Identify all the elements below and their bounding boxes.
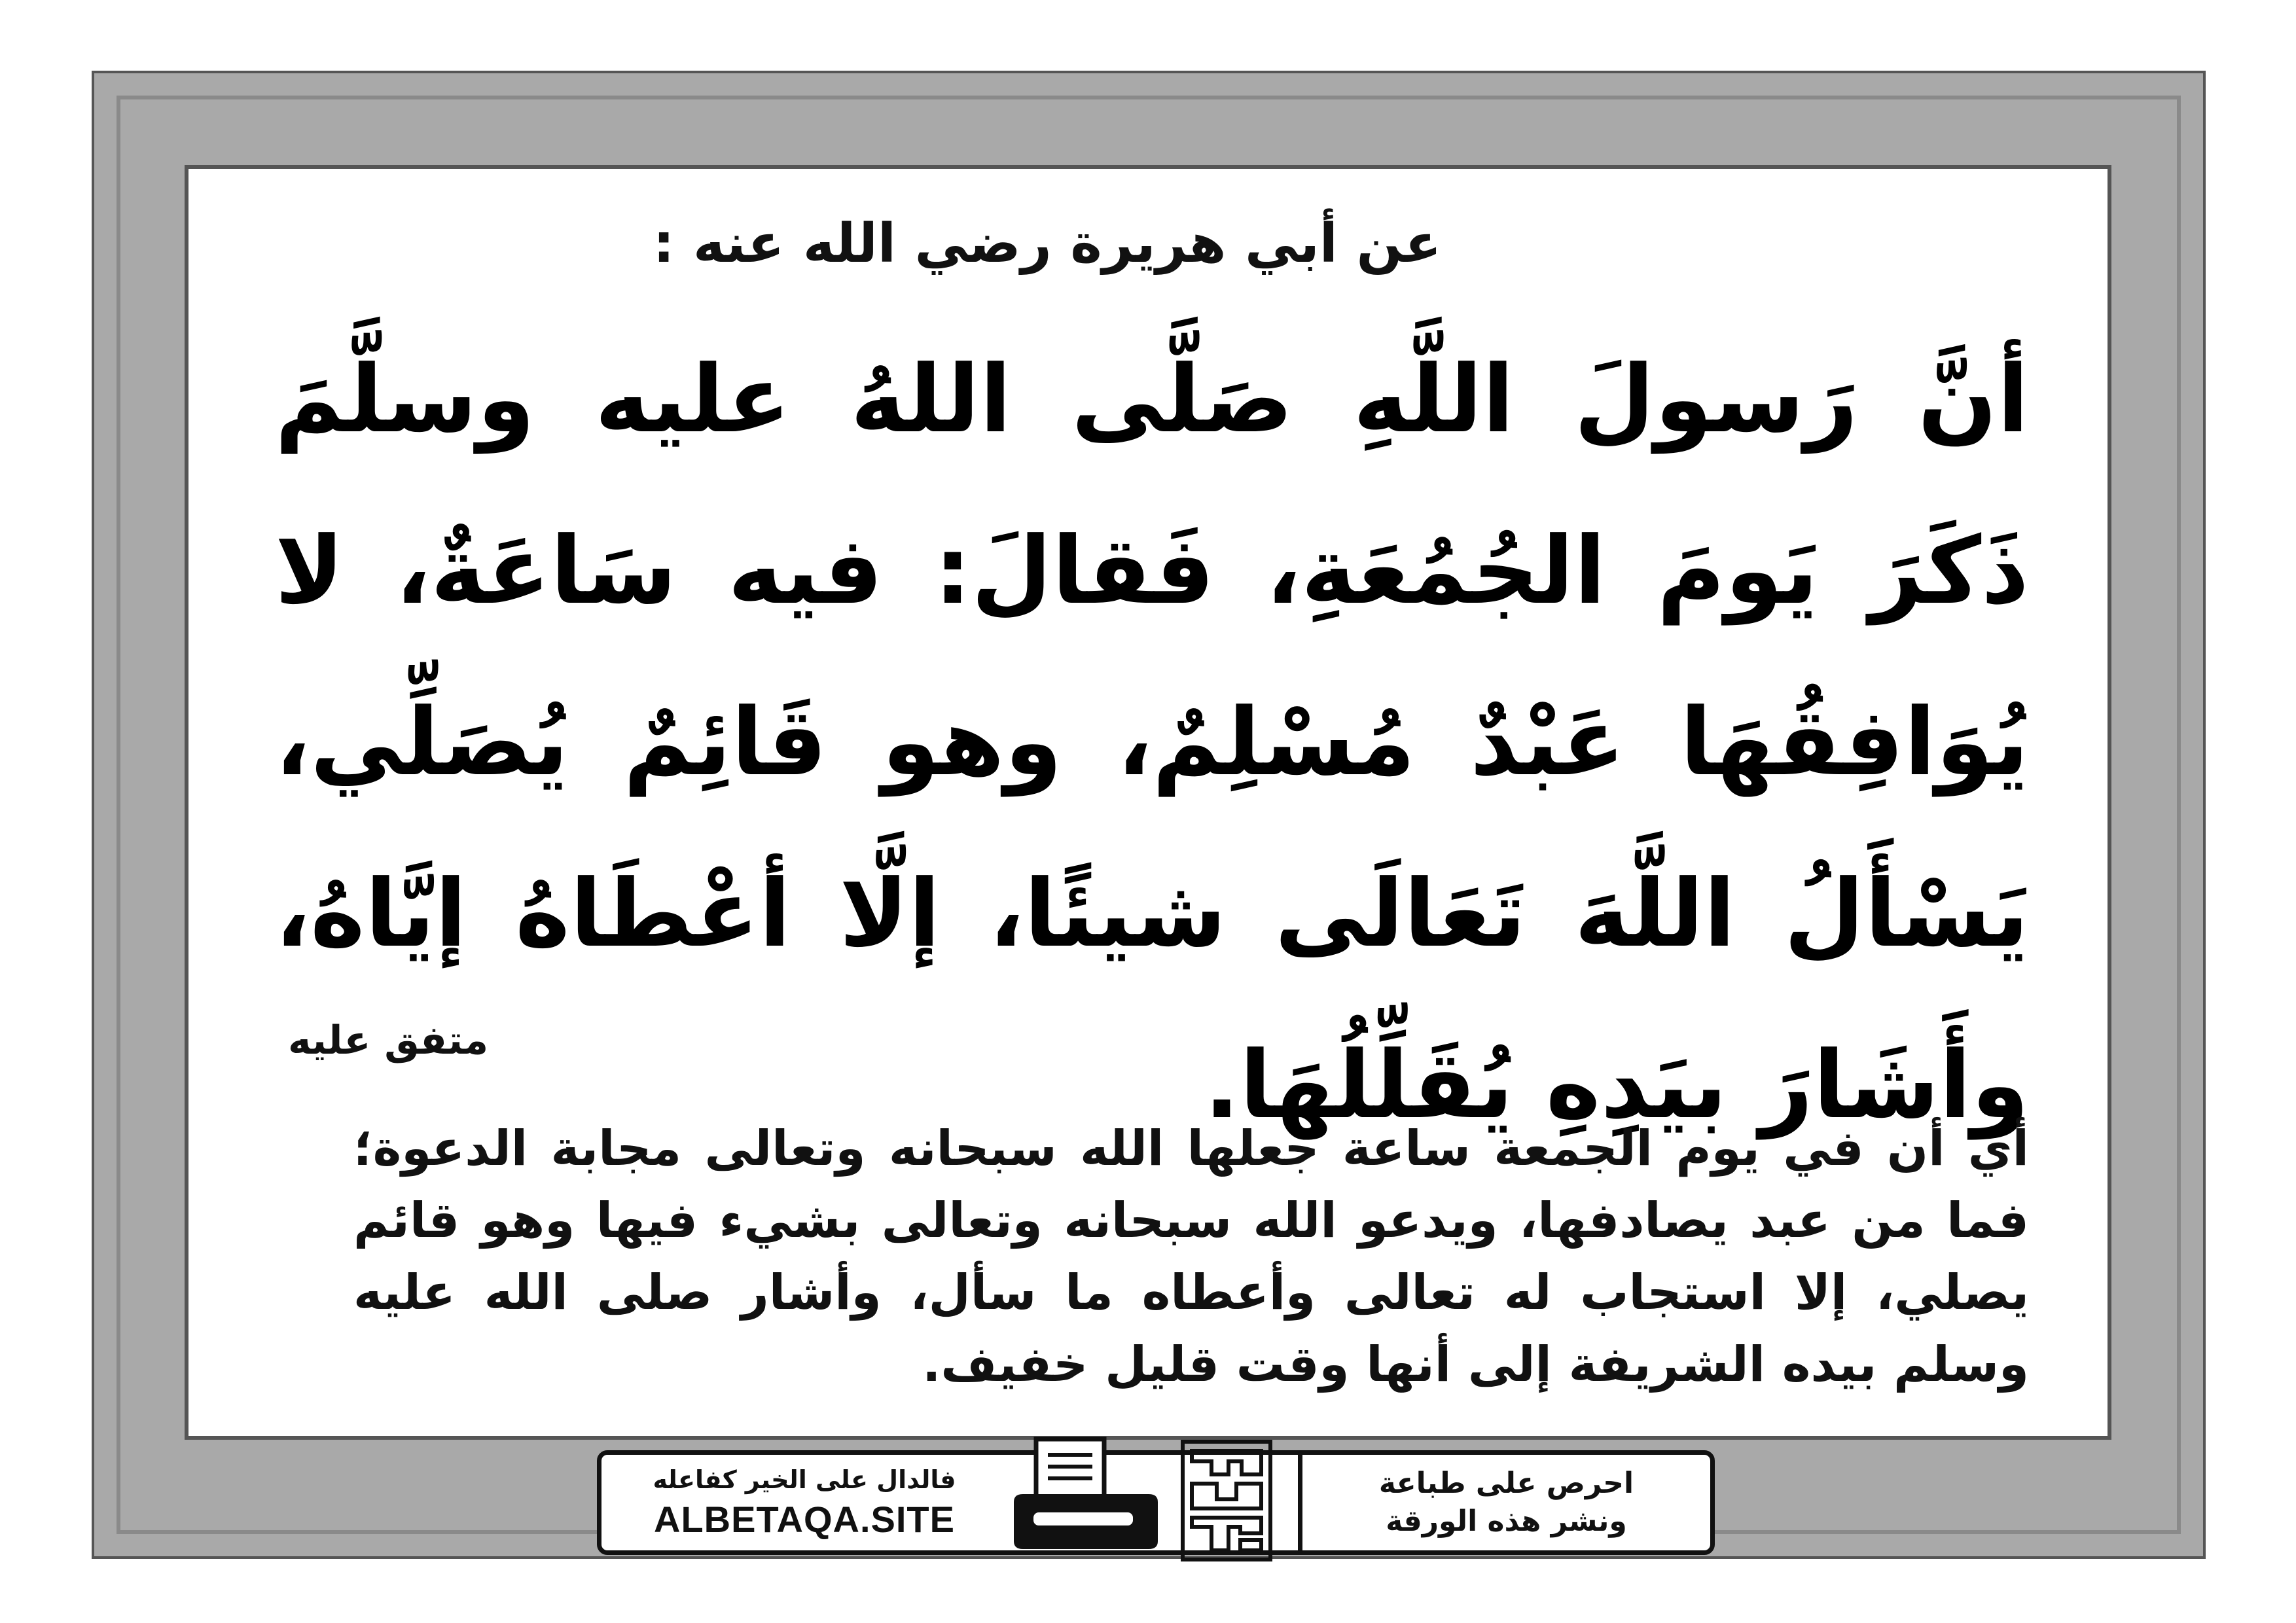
hadith-text: أنَّ رَسولَ اللَّهِ صَلَّى اللهُ عليه وسلَّمَ ذَكَرَ يَومَ الجُمُعَةِ، فَقالَ: فيه سَاعَةٌ، لا يُوَافِقُهَا عَبْدٌ مُسْلِمٌ، وهو قَائِمٌ يُصَلِّي، يَسْأَلُ اللَّهَ تَعَالَى شيئًا، إلَّا أعْطَاهُ إيَّاهُ، وأَشَارَ بيَدِهِ يُقَلِّلُهَا. bbox=[275, 346, 2029, 1139]
footer-tagline: فالدال على الخير كفاعله bbox=[653, 1465, 956, 1494]
kufic-logo-icon bbox=[1177, 1435, 1276, 1566]
footer-note-line1: احرص على طباعة bbox=[1378, 1467, 1634, 1500]
narrator-line: عن أبي هريرة رضي الله عنه : bbox=[653, 213, 1442, 275]
footer-site-link[interactable]: ALBETAQA.SITE bbox=[654, 1499, 955, 1540]
footer-note-line2: ونشر هذه الورقة bbox=[1386, 1505, 1627, 1538]
explanation-text: أي أن في يوم الجمعة ساعة جعلها الله سبحانه وتعالى مجابة الدعوة؛ فما من عبد يصادفها، ويدعو الله سبحانه وتعالى بشيء فيها وهو قائم يصلي، إلا استجاب له تعالى وأعطاه ما سأل، وأشار صلى الله عليه وسلم بيده الشريفة إلى أنها وقت قليل خفيف. bbox=[353, 1120, 2029, 1393]
hadith-source: متفق عليه bbox=[288, 1018, 489, 1063]
footer-divider bbox=[1298, 1455, 1302, 1550]
footer-bar bbox=[597, 1450, 1715, 1555]
footer-note-block bbox=[1302, 1455, 1710, 1550]
printer-icon bbox=[1007, 1435, 1164, 1553]
footer-site-block bbox=[601, 1455, 1007, 1550]
